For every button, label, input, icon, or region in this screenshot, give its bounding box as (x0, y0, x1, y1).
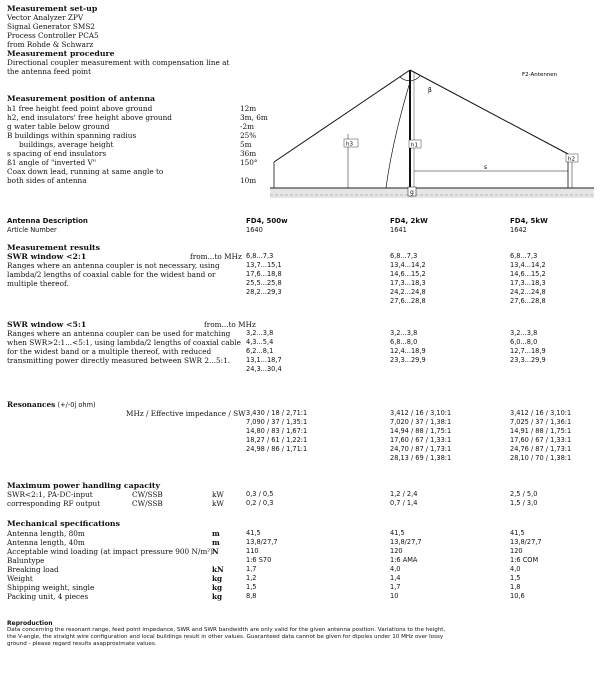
swr5-range: 6,8...8,0 (390, 338, 418, 346)
resonance-value: 17,60 / 67 / 1,33:1 (390, 436, 452, 444)
swr2-title: SWR window <2:1 (7, 252, 87, 261)
swr5-range: 6,2...8,1 (246, 347, 274, 355)
mechanical-unit: kN (212, 565, 224, 574)
swr5-col-500w (246, 329, 282, 374)
swr5-range-label: from...to MHz (204, 320, 256, 329)
article-number: 1641 (390, 226, 407, 234)
resonance-value: 7,025 / 37 / 1,36:1 (510, 418, 572, 426)
position-labels (7, 104, 172, 185)
power-value: 0,2 / 0,3 (246, 499, 274, 507)
position-value: 36m (240, 149, 257, 158)
mechanical-label: Acceptable wind loading (at impact pressure 900 N/m²) (7, 547, 214, 556)
h2-label: h2 (568, 156, 575, 163)
mechanical-label: Antenna length, 40m (7, 538, 85, 547)
mechanical-value: 41,5 (510, 529, 525, 537)
swr2-range: 28,2...29,3 (246, 288, 282, 296)
swr2-col-500w (246, 252, 282, 297)
swr2-range: 17,3...18,3 (390, 279, 426, 287)
mechanical-unit: kg (212, 574, 223, 583)
position-label: h1 free height feed point above ground (7, 104, 153, 113)
mechanical-value: 4,0 (510, 565, 521, 573)
power-heading: Maximum power handling capacity (7, 481, 161, 490)
power-value: 1,2 / 2,4 (390, 490, 418, 498)
position-value: 25% (240, 131, 257, 140)
position-value: 3m, 6m (240, 113, 268, 122)
s-label: s (484, 164, 488, 171)
mechanical-unit: kg (212, 583, 223, 592)
swr2-range: 24,2...24,8 (510, 288, 546, 296)
resonance-value: 7,020 / 37 / 1,38:1 (390, 418, 452, 426)
position-label: s spacing of end insulators (7, 149, 107, 158)
swr5-range: 4,3...5,4 (246, 338, 274, 346)
procedure-line: Directional coupler measurement with compensation line at (7, 58, 230, 67)
swr5-range: 3,2...3,8 (246, 329, 274, 337)
swr2-range: 13,7...15,1 (246, 261, 282, 269)
swr5-title: SWR window <5:1 (7, 320, 87, 329)
h3-label: h3 (346, 141, 353, 148)
mechanical-value: 1,5 (246, 583, 257, 591)
mechanical-value: 1,7 (246, 565, 257, 573)
position-label: both sides of antenna (7, 176, 87, 185)
setup-heading: Measurement set-up (7, 4, 98, 13)
power-row-label: SWR<2:1, PA-DC-input (7, 490, 93, 499)
article-number: 1640 (246, 226, 263, 234)
resonance-col-500w (246, 409, 307, 454)
mechanical-label: Antenna length, 80m (7, 529, 85, 538)
position-value: 12m (240, 104, 257, 113)
model-name: FD4, 500w (246, 217, 288, 225)
mechanical-units (212, 529, 224, 601)
mechanical-col-5kw (510, 529, 542, 601)
swr5-col-2kw (390, 329, 426, 365)
swr2-range: 6,8...7,3 (390, 252, 418, 260)
resonances-note: (+/-0j ohm) (57, 401, 96, 409)
resonance-value: 3,412 / 16 / 3,10:1 (390, 409, 452, 417)
mechanical-heading: Mechanical specifications (7, 519, 120, 528)
power-value: 1,5 / 3,0 (510, 499, 538, 507)
swr2-desc-line: Ranges where an antenna coupler is not necessary, using (7, 261, 220, 270)
mechanical-unit: kg (212, 592, 223, 601)
power-row-unit: kW (212, 490, 224, 499)
resonance-value: 14,80 / 83 / 1,67:1 (246, 427, 308, 435)
mechanical-value: 4,0 (390, 565, 401, 573)
setup-line: Process Controller PCA5 (7, 31, 99, 40)
mechanical-value: 1,5 (510, 574, 521, 582)
swr5-range: 23,3...29,9 (390, 356, 426, 364)
g-label: g (410, 189, 414, 196)
swr2-description (7, 261, 220, 288)
resonances-heading (7, 400, 96, 410)
swr5-desc-line: Ranges where an antenna coupler can be used for matching (7, 329, 231, 338)
mechanical-value: 1,2 (246, 574, 257, 582)
procedure-heading: Measurement procedure (7, 49, 115, 58)
position-label: h2, end insulators' free height above ground (7, 113, 172, 122)
mechanical-value: 10,6 (510, 592, 525, 600)
resonance-col-2kw (390, 409, 451, 463)
swr5-range: 3,2...3,8 (510, 329, 538, 337)
resonance-value: 14,91 / 88 / 1,75:1 (510, 427, 572, 435)
h1-label: h1 (411, 142, 418, 149)
mechanical-value: 1,4 (390, 574, 401, 582)
resonance-value: 17,60 / 67 / 1,33:1 (510, 436, 572, 444)
swr5-range: 12,4...18,9 (390, 347, 426, 355)
swr5-description (7, 329, 241, 365)
article-number: 1642 (510, 226, 527, 234)
ground-band (270, 188, 594, 198)
mechanical-unit (212, 556, 224, 565)
swr5-col-5kw (510, 329, 546, 365)
power-row-unit: kW (212, 499, 224, 508)
procedure-text (7, 58, 229, 76)
resonance-value: 28,13 / 69 / 1,38:1 (390, 454, 452, 462)
swr2-range-label: from...to MHz (190, 252, 242, 261)
swr5-range: 12,7...18,9 (510, 347, 546, 355)
mechanical-value: 41,5 (390, 529, 405, 537)
results-heading: Measurement results (7, 243, 101, 252)
position-label: B buildings within spanning radius (7, 131, 137, 140)
mechanical-col-2kw (390, 529, 422, 601)
position-label: g water table below ground (7, 122, 110, 131)
swr2-range: 14,6...15,2 (510, 270, 546, 278)
power-row-mode: CW/SSB (132, 490, 163, 499)
position-value: 150° (240, 158, 258, 167)
mechanical-value: 1,8 (510, 583, 521, 591)
swr5-range: 13,1...18,7 (246, 356, 282, 364)
mechanical-value: 1,7 (390, 583, 401, 591)
position-value: 5m (240, 140, 252, 149)
mechanical-value: 13,8/27,7 (390, 538, 422, 546)
swr2-range: 14,6...15,2 (390, 270, 426, 278)
mechanical-unit: N (212, 547, 219, 556)
resonance-value: 3,412 / 16 / 3,10:1 (510, 409, 572, 417)
mechanical-value: 110 (246, 547, 259, 555)
swr2-col-2kw (390, 252, 426, 306)
mechanical-value: 8,8 (246, 592, 257, 600)
position-label: buildings, average height (19, 140, 114, 149)
power-value: 2,5 / 5,0 (510, 490, 538, 498)
swr5-desc-line: when SWR>2:1...<5:1, using lambda/2 lengths of coaxial cable (7, 338, 241, 347)
swr2-desc-line: multiple thereof. (7, 279, 69, 288)
swr2-range: 6,8...7,3 (510, 252, 538, 260)
mechanical-value: 13,8/27,7 (510, 538, 542, 546)
resonances-unit: MHz / Effective impedance / SW (126, 409, 246, 418)
resonance-value: 24,76 / 87 / 1,73:1 (510, 445, 572, 453)
mechanical-label: Breaking load (7, 565, 59, 574)
swr2-range: 24,2...24,8 (390, 288, 426, 296)
position-value: 10m (240, 176, 257, 185)
procedure-line: the antenna feed point (7, 67, 91, 76)
mechanical-labels (7, 529, 213, 601)
swr5-range: 23,3...29,9 (510, 356, 546, 364)
swr2-col-5kw (510, 252, 546, 306)
resonance-col-5kw (510, 409, 571, 463)
antenna-wire-left (274, 70, 410, 162)
mechanical-value: 10 (390, 592, 399, 600)
antenna-position-diagram (262, 62, 600, 212)
resonance-value: 3,430 / 18 / 2,71:1 (246, 409, 308, 417)
power-value: 0,3 / 0,5 (246, 490, 274, 498)
resonance-value: 14,94 / 88 / 1,75:1 (390, 427, 452, 435)
mechanical-value: 1:6 AMA (390, 556, 418, 564)
swr5-range: 6,0...8,0 (510, 338, 538, 346)
power-row-label: corresponding RF output (7, 499, 101, 508)
resonances-title: Resonances (7, 400, 56, 409)
swr2-range: 25,5...25,8 (246, 279, 282, 287)
antenna-description-label: Antenna Description (7, 217, 88, 225)
resonance-value: 24,98 / 86 / 1,71:1 (246, 445, 308, 453)
power-value: 0,7 / 1,4 (390, 499, 418, 507)
resonance-value: 24,70 / 87 / 1,73:1 (390, 445, 452, 453)
position-heading: Measurement position of antenna (7, 94, 156, 103)
beta-label: β (428, 87, 432, 94)
model-name: FD4, 5kW (510, 217, 548, 225)
mechanical-col-500w (246, 529, 278, 601)
model-name: FD4, 2kW (390, 217, 428, 225)
mechanical-label: Weight (7, 574, 33, 583)
mechanical-label: Packing unit, 4 pieces (7, 592, 89, 601)
diagram-title: F2-Antennen (522, 72, 558, 78)
position-label: Coax down lead, running at same angle to (7, 167, 164, 176)
resonance-value: 7,090 / 37 / 1,35:1 (246, 418, 308, 426)
article-number-label: Article Number (7, 226, 57, 234)
swr2-range: 13,4...14,2 (390, 261, 426, 269)
swr2-range: 17,6...18,8 (246, 270, 282, 278)
resonance-value: 18,27 / 61 / 1,22:1 (246, 436, 308, 444)
setup-list (7, 13, 99, 49)
position-value: -2m (240, 122, 255, 131)
setup-line: from Rohde & Schwarz (7, 40, 94, 49)
swr5-desc-line: for the widest band or a multiple thereof, with reduced (7, 347, 212, 356)
mechanical-label: Baluntype (7, 556, 45, 565)
swr2-range: 13,4...14,2 (510, 261, 546, 269)
setup-line: Signal Generator SMS2 (7, 22, 95, 31)
swr2-desc-line: lambda/2 lengths of coaxial cable for the widest band or (7, 270, 216, 279)
mechanical-value: 13,8/27,7 (246, 538, 278, 546)
swr2-range: 27,6...28,8 (390, 297, 426, 305)
mechanical-unit: m (212, 529, 220, 538)
coax-down-lead (386, 82, 410, 188)
swr2-range: 17,3...18,3 (510, 279, 546, 287)
setup-line: Vector Analyzer ZPV (7, 13, 84, 22)
mechanical-label: Shipping weight, single (7, 583, 95, 592)
mechanical-value: 120 (510, 547, 523, 555)
mechanical-value: 1:6 S70 (246, 556, 272, 564)
resonance-value: 28,10 / 70 / 1,38:1 (510, 454, 572, 462)
swr5-range: 3,2...3,8 (390, 329, 418, 337)
mechanical-value: 41,5 (246, 529, 261, 537)
swr5-range: 24,3...30,4 (246, 365, 282, 373)
swr2-range: 27,6...28,8 (510, 297, 546, 305)
swr5-desc-line: transmitting power directly measured between SWR 2...5:1. (7, 356, 231, 365)
reproduction-text: Data concerning the resonant range, feed point impedance, SWR and SWR bandwidth are only valid for the given antenna position. Variations to the height, the V-angle, the straight wire configuration and local buildings result in other values. Guaranteed data cannot be given for dipoles under 10 MHz over lossy ground - please regard results asapproximate values. (7, 627, 446, 647)
power-row-mode: CW/SSB (132, 499, 163, 508)
swr2-range: 6,8...7,3 (246, 252, 274, 260)
reproduction-heading: Reproduction (7, 620, 53, 627)
antenna-wire-right (410, 70, 568, 154)
mechanical-value: 1:6 COM (510, 556, 539, 564)
mechanical-unit: m (212, 538, 220, 547)
position-label: ß1 angle of "inverted V" (7, 158, 97, 167)
mechanical-value: 120 (390, 547, 403, 555)
